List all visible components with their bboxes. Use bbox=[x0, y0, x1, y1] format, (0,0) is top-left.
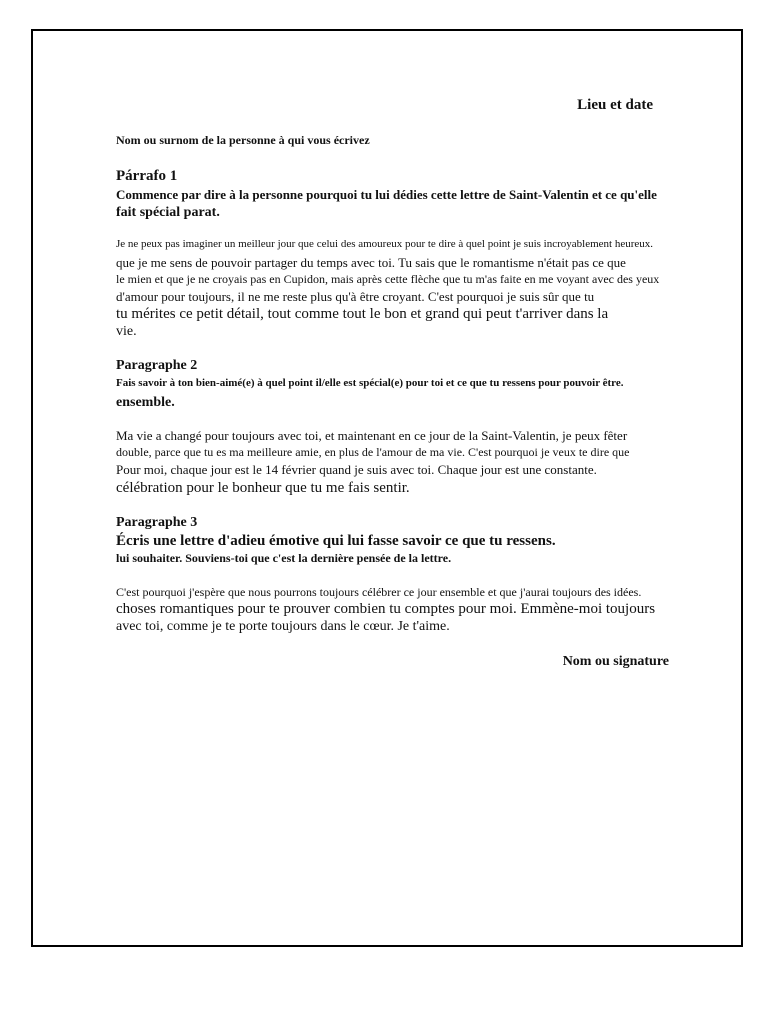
letter-page bbox=[31, 29, 743, 947]
section2-body-line: Ma vie a changé pour toujours avec toi, et maintenant en ce jour de la Saint-Valentin, je peux fêter bbox=[116, 428, 628, 443]
section1-body-line: que je me sens de pouvoir partager du temps avec toi. Tu sais que le romantisme n'était pas ce que bbox=[116, 255, 626, 270]
place-date: Lieu et date bbox=[577, 97, 653, 113]
recipient-line: Nom ou surnom de la personne à qui vous écrivez bbox=[116, 133, 370, 147]
section1-body-line: d'amour pour toujours, il ne me reste plus qu'à être croyant. C'est pourquoi je suis sûr que tu bbox=[116, 289, 595, 304]
section1-body-line: tu mérites ce petit détail, tout comme tout le bon et grand qui peut t'arriver dans la bbox=[116, 306, 609, 322]
section3-body-line: choses romantiques pour te prouver combien tu comptes pour moi. Emmène-moi toujours bbox=[116, 601, 656, 617]
section3-heading: Paragraphe 3 bbox=[116, 515, 198, 530]
section1-body-line: Je ne peux pas imaginer un meilleur jour que celui des amoureux pour te dire à quel point je suis incroyablement heureux. bbox=[116, 238, 654, 250]
section2-heading: Paragraphe 2 bbox=[116, 358, 198, 373]
section1-body-line: vie. bbox=[116, 324, 137, 339]
section1-heading: Párrafo 1 bbox=[116, 168, 178, 184]
section1-body-line: le mien et que je ne croyais pas en Cupidon, mais après cette flèche que tu m'as faite en me voyant avec des yeux bbox=[116, 272, 660, 286]
section2-instruction-line: ensemble. bbox=[116, 395, 175, 410]
section3-body-line: C'est pourquoi j'espère que nous pourrons toujours célébrer ce jour ensemble et que j'aurai toujours des idées. bbox=[116, 585, 642, 599]
section1-instruction-line: fait spécial parat. bbox=[116, 205, 220, 220]
section3-instruction-line: Écris une lettre d'adieu émotive qui lui fasse savoir ce que tu ressens. bbox=[116, 533, 556, 549]
section2-body-line: Pour moi, chaque jour est le 14 février quand je suis avec toi. Chaque jour est une constante. bbox=[116, 462, 597, 477]
section3-instruction-line: lui souhaiter. Souviens-toi que c'est la dernière pensée de la lettre. bbox=[116, 551, 452, 565]
section2-body-line: célébration pour le bonheur que tu me fais sentir. bbox=[116, 480, 410, 496]
section1-instruction-line: Commence par dire à la personne pourquoi tu lui dédies cette lettre de Saint-Valentin et ce qu'elle bbox=[116, 187, 657, 202]
section2-body-line: double, parce que tu es ma meilleure amie, en plus de l'amour de ma vie. C'est pourquoi je veux te dire que bbox=[116, 445, 630, 459]
signature: Nom ou signature bbox=[562, 654, 669, 669]
section3-body-line: avec toi, comme je te porte toujours dans le cœur. Je t'aime. bbox=[116, 619, 450, 634]
section2-instruction-line: Fais savoir à ton bien-aimé(e) à quel point il/elle est spécial(e) pour toi et ce que tu ressens pour pouvoir être. bbox=[116, 377, 624, 389]
